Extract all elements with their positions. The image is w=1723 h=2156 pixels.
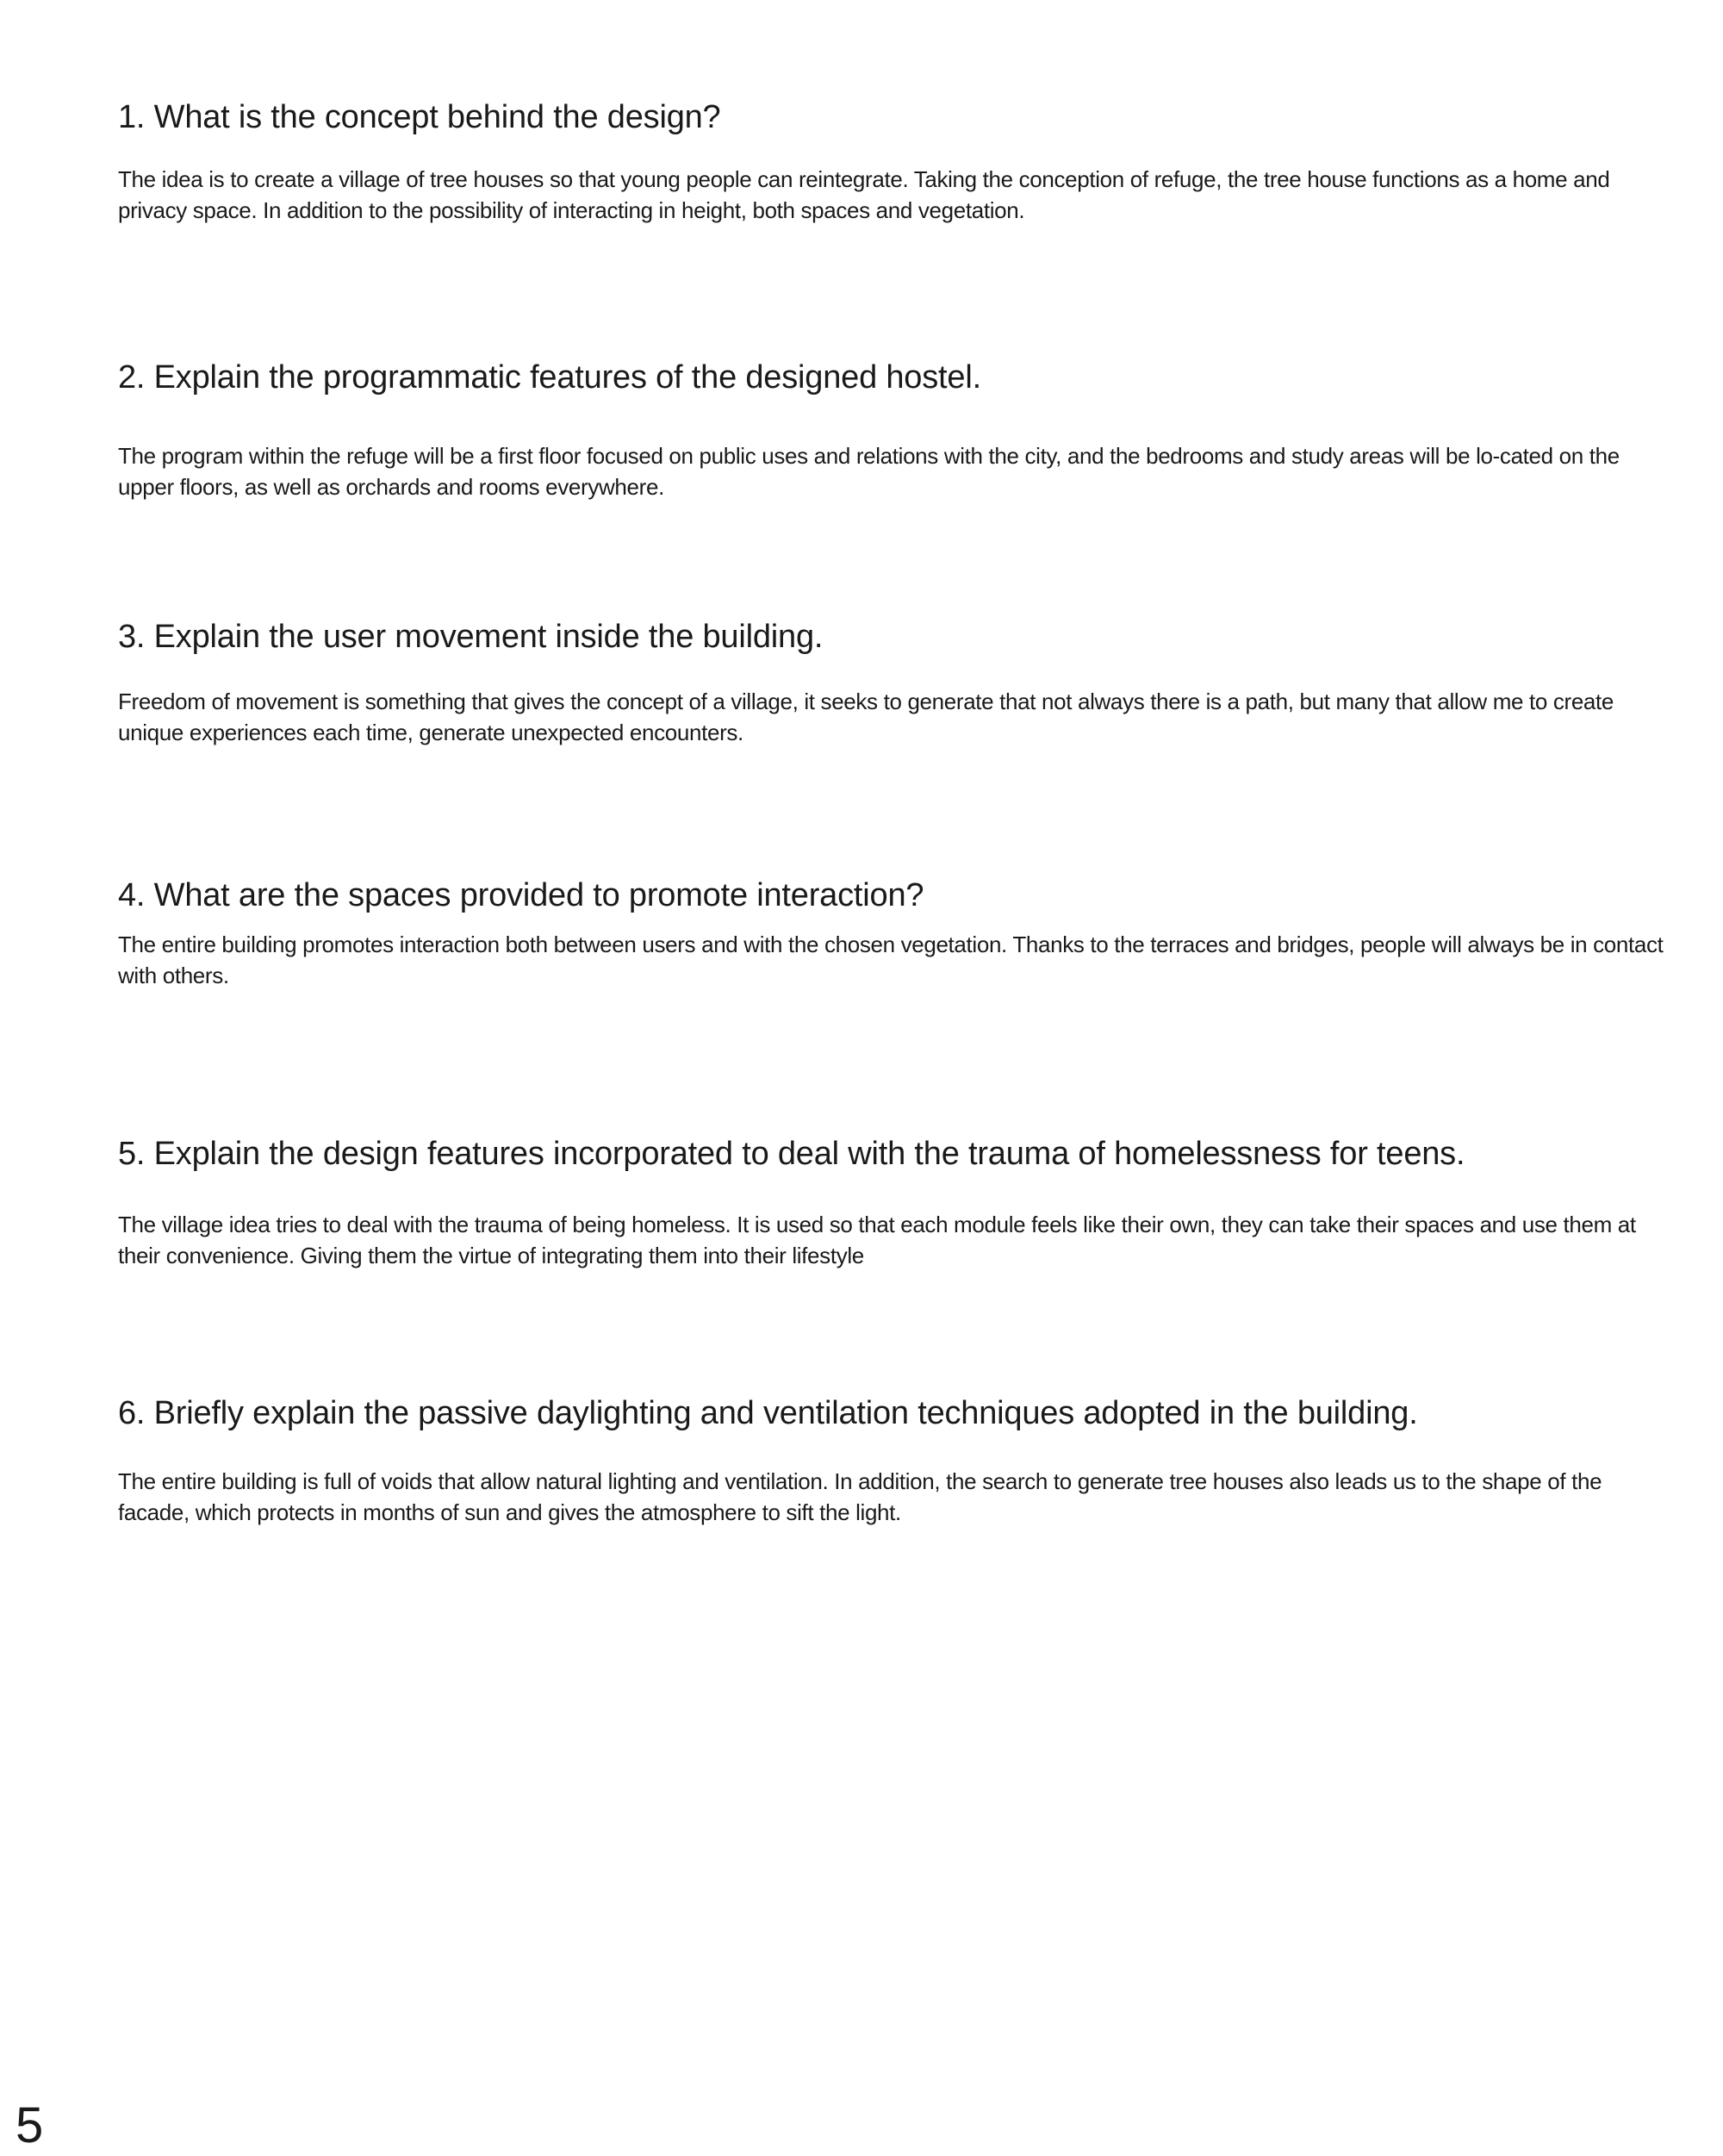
- question-heading: 2. Explain the programmatic features of the designed hostel.: [118, 359, 981, 396]
- answer-paragraph: The program within the refuge will be a first floor focused on public uses and relations with the city, and the bedrooms and study areas will be lo-cated on the upper floors, as well as orchards and rooms everywhere.: [118, 443, 1620, 500]
- qa-section-2: [118, 358, 1677, 502]
- answer-paragraph: The entire building promotes interaction both between users and with the chosen vegetation. Thanks to the terraces and bridges, people will always be in contact with others.: [118, 932, 1664, 988]
- page-number: 5: [16, 2097, 44, 2153]
- answer-paragraph: The entire building is full of voids that allow natural lighting and ventilation. In addition, the search to generate tree houses also leads us to the shape of the facade, which protects in months of sun and gives the atmosphere to sift the light.: [118, 1468, 1602, 1525]
- qa-section-6: [118, 1393, 1677, 1528]
- answer-paragraph: The idea is to create a village of tree houses so that young people can reintegrate. Taking the conception of refuge, the tree house functions as a home and privacy space. In addition to the possibility of interacting in height, both spaces and vegetation.: [118, 166, 1610, 223]
- qa-section-4: [118, 875, 1677, 991]
- qa-section-1: [118, 97, 1677, 226]
- qa-section-5: [118, 1134, 1677, 1271]
- question-heading: 3. Explain the user movement inside the building.: [118, 619, 824, 655]
- question-heading: 1. What is the concept behind the design?: [118, 99, 721, 135]
- question-heading: 6. Briefly explain the passive daylighting and ventilation techniques adopted in the building.: [118, 1395, 1418, 1431]
- answer-paragraph: The village idea tries to deal with the trauma of being homeless. It is used so that each module feels like their own, they can take their spaces and use them at their convenience. Giving them the virtue of integrating them into their lifestyle: [118, 1212, 1636, 1268]
- question-heading: 5. Explain the design features incorporated to deal with the trauma of homelessness for teens.: [118, 1136, 1465, 1172]
- answer-paragraph: Freedom of movement is something that gives the concept of a village, it seeks to generate that not always there is a path, but many that allow me to create unique experiences each time, generate unexpected encounters.: [118, 689, 1614, 745]
- qa-section-3: [118, 617, 1677, 748]
- question-heading: 4. What are the spaces provided to promote interaction?: [118, 877, 924, 913]
